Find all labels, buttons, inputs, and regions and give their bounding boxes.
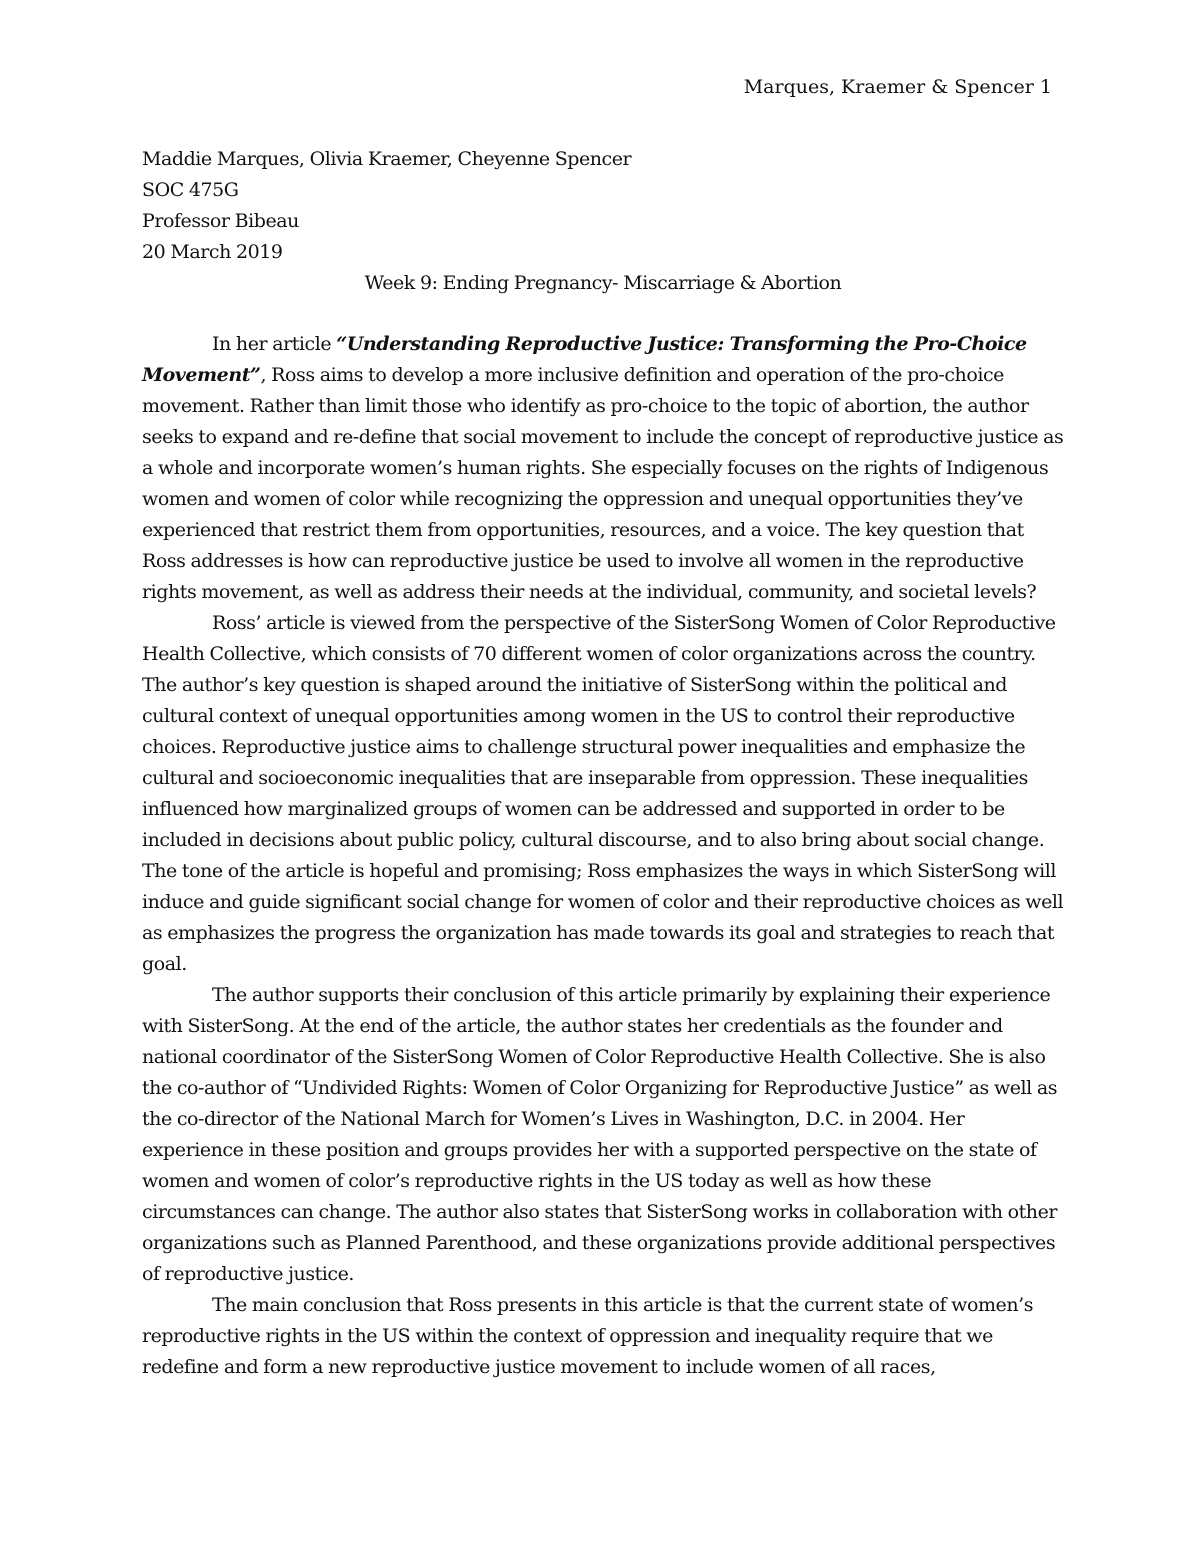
course-code: SOC 475G <box>142 179 239 201</box>
article-title: “Understanding Reproductive Justice: Transforming the Pro-Choice Movement” <box>142 333 1027 386</box>
paragraph-4: The main conclusion that Ross presents in this article is that the current state of women’s reproductive rights in the US within the context of oppression and inequality require that we redefine and form a new reproductive justice movement to include women of all races, <box>142 1294 1034 1378</box>
author-names: Maddie Marques, Olivia Kraemer, Cheyenne Spencer <box>142 148 632 170</box>
paragraph-3: The author supports their conclusion of this article primarily by explaining their experience with SisterSong. At the end of the article, the author states her credentials as the founder and national coordinator of the SisterSong Women of Color Reproductive Health Collective. She is also the co-author of “Undivided Rights: Women of Color Organizing for Reproductive Justice” as well as the co-director of the National March for Women’s Lives in Washington, D.C. in 2004. Her experience in these position and groups provides her with a supported perspective on the state of women and women of color’s reproductive rights in the US today as well as how these circumstances can change. The author also states that SisterSong works in collaboration with other organizations such as Planned Parenthood, and these organizations provide additional perspectives of reproductive justice. <box>142 984 1058 1285</box>
paragraph-2: Ross’ article is viewed from the perspective of the SisterSong Women of Color Reproductive Health Collective, which consists of 70 different women of color organizations across the country. The author’s key question is shaped around the initiative of SisterSong within the political and cultural context of unequal opportunities among women in the US to control their reproductive choices. Reproductive justice aims to challenge structural power inequalities and emphasize the cultural and socioeconomic inequalities that are inseparable from oppression. These inequalities influenced how marginalized groups of women can be addressed and supported in order to be included in decisions about public policy, cultural discourse, and to also bring about social change. The tone of the article is hopeful and promising; Ross emphasizes the ways in which SisterSong will induce and guide significant social change for women of color and their reproductive choices as well as emphasizes the progress the organization has made towards its goal and strategies to reach that goal. <box>142 612 1064 975</box>
document-body <box>142 144 1064 1383</box>
paragraph-1 <box>142 329 1064 608</box>
paragraph-1-intro: In her article <box>212 333 337 355</box>
professor-name: Professor Bibeau <box>142 210 299 232</box>
spacer <box>142 299 1064 329</box>
document-title: Week 9: Ending Pregnancy- Miscarriage & Abortion <box>364 272 842 294</box>
document-date: 20 March 2019 <box>142 241 283 263</box>
running-head: Marques, Kraemer & Spencer 1 <box>743 76 1052 98</box>
paragraph-1-body: , Ross aims to develop a more inclusive definition and operation of the pro-choice movement. Rather than limit those who identify as pro-choice to the topic of abortion, the author seeks to expand and re-define that social movement to include the concept of reproductive justice as a whole and incorporate women’s human rights. She especially focuses on the rights of Indigenous women and women of color while recognizing the oppression and unequal opportunities they’ve experienced that restrict them from opportunities, resources, and a voice. The key question that Ross addresses is how can reproductive justice be used to involve all women in the reproductive rights movement, as well as address their needs at the individual, community, and societal levels? <box>142 364 1064 603</box>
